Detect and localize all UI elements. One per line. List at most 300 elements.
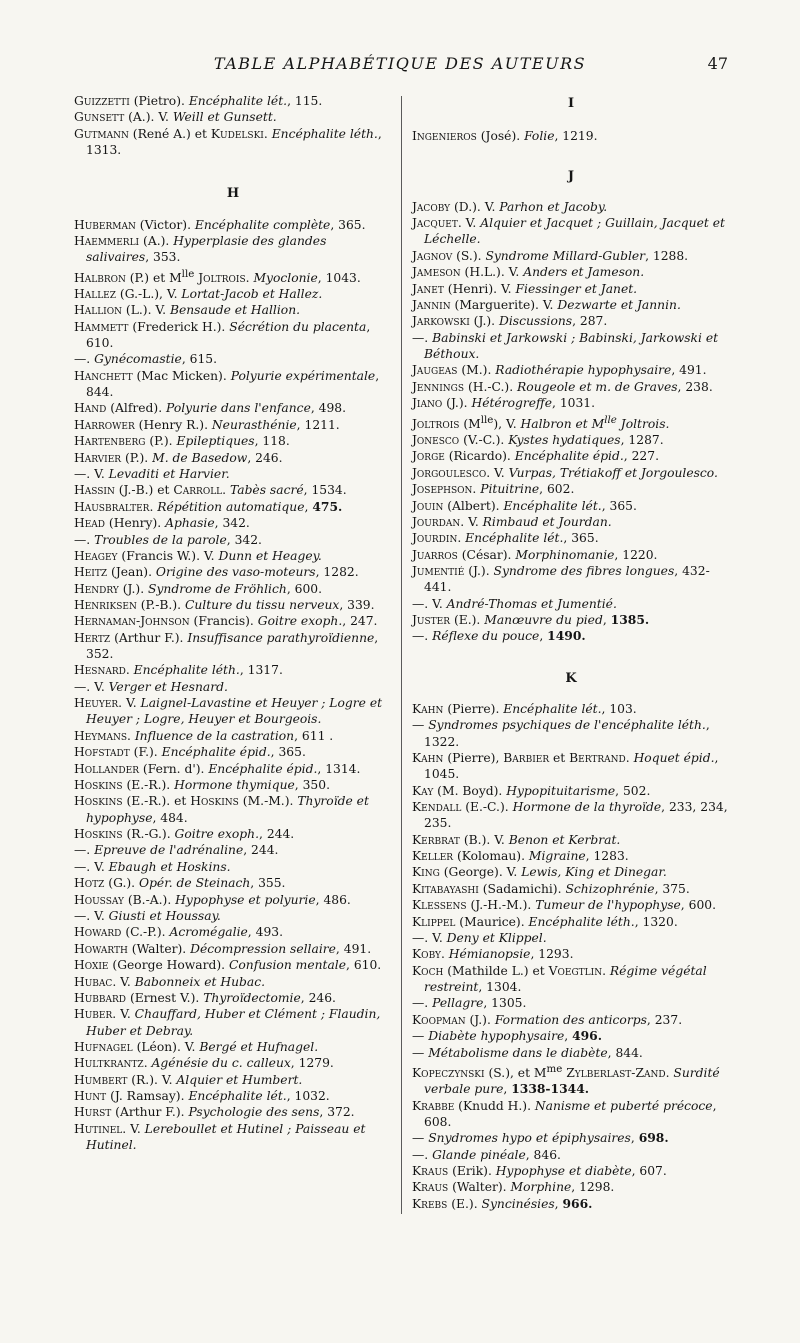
author-name: Klippel — [412, 914, 456, 929]
author-name: Jumentié — [412, 564, 465, 579]
author-name: Head — [74, 516, 106, 531]
work-title: Deny et Klippel. — [446, 930, 547, 945]
author-name: Hoskins — [74, 794, 123, 809]
page-ref: , 610. — [346, 958, 382, 973]
author-name: Klessens — [412, 898, 467, 913]
author-name: Jannin — [412, 297, 451, 312]
author-name: Heymans — [74, 728, 127, 743]
title-superscript: me — [546, 1062, 563, 1075]
page-ref: , 115. — [287, 94, 323, 108]
entry-text: (Albert). — [443, 498, 504, 513]
page-ref: , 432-441. — [424, 564, 710, 595]
author-name: Haemmerli — [74, 233, 140, 248]
index-entry — [74, 450, 392, 466]
index-entry — [412, 963, 730, 995]
page-ref: , 607. — [631, 1163, 667, 1178]
author-name: Jourdin — [412, 531, 458, 546]
work-title: Formation des anticorps — [494, 1012, 647, 1027]
page-ref: , — [564, 1029, 573, 1044]
author-name: Hesnard — [74, 663, 126, 678]
page-ref: , 491. — [671, 363, 707, 378]
entry-text: — — [412, 718, 429, 733]
page-ref-bold: 475. — [312, 498, 343, 514]
index-entry — [412, 717, 730, 749]
entry-text: . — [625, 751, 634, 766]
index-entry — [74, 793, 392, 825]
page-ref: , 287. — [572, 314, 608, 329]
page-ref: , 1288. — [645, 248, 689, 263]
work-title: Bergé et Hufnagel. — [199, 1039, 319, 1054]
entry-text: (P.) et M — [125, 270, 182, 285]
work-title: Répétition automatique — [157, 499, 305, 514]
i-entries — [412, 128, 730, 144]
author-name: Heagey — [74, 548, 118, 563]
page-ref: , 353. — [145, 250, 181, 265]
author-name: Hallez — [74, 287, 116, 302]
work-title: Encéphalite lét. — [465, 531, 564, 546]
index-entry — [412, 465, 730, 481]
index-entry — [412, 1130, 730, 1146]
index-entry — [74, 319, 392, 351]
index-entry — [412, 362, 730, 378]
work-title: Sécrétion du placenta — [229, 319, 367, 334]
index-entry — [412, 1098, 730, 1130]
author-name: Jaugeas — [412, 363, 458, 378]
section-letter-h: H — [226, 186, 240, 202]
entry-text: (George Howard). — [108, 958, 229, 973]
entry-text: (Pierre), — [443, 751, 504, 766]
entry-text: (Frederick H.). — [128, 319, 230, 334]
author-name: Keller — [412, 849, 454, 864]
coauthor-name: Joltrois — [194, 270, 246, 285]
page-ref: , 600. — [286, 581, 323, 596]
entry-text: (Maurice). — [455, 914, 529, 929]
entry-text: (M — [459, 416, 481, 431]
work-title: Encéphalite épid. — [161, 745, 271, 760]
author-name: Hunt — [74, 1089, 107, 1104]
work-title: Encéphalite léth. — [271, 126, 378, 141]
page-ref: , 610. — [86, 319, 371, 351]
author-name: Koopman — [412, 1012, 466, 1027]
page-ref: , — [630, 1131, 639, 1146]
index-entry — [74, 777, 392, 793]
author-name: Hartenberg — [74, 434, 146, 449]
page-ref: , 1314. — [317, 761, 361, 776]
work-title: Encéphalite complète — [194, 217, 331, 232]
author-name: Harrower — [74, 417, 135, 432]
author-name: Kopeczynski — [412, 1066, 485, 1081]
index-entry — [412, 914, 730, 930]
page-ref-bold: 496. — [572, 1028, 603, 1044]
page-ref: , 118. — [254, 434, 290, 449]
entry-text: (Francis W.). V. — [117, 548, 219, 563]
index-entry — [74, 351, 392, 367]
work-title: Epreuve de l'adrénaline — [94, 843, 244, 858]
page-ref: , 238. — [677, 379, 713, 394]
index-entry — [74, 499, 392, 515]
work-title: Psychologie des sens — [188, 1105, 320, 1120]
coauthor-name: Carroll — [173, 483, 223, 498]
entry-text: (V.-C.). — [459, 432, 509, 447]
page-ref: , 615. — [181, 352, 218, 367]
work-title: Diabète hypophysaire — [428, 1029, 565, 1044]
work-title: Discussions — [498, 314, 573, 329]
author-name: Humbert — [74, 1072, 128, 1087]
author-name: Hoskins — [74, 827, 123, 841]
author-name: Hanchett — [74, 368, 133, 383]
page-ref: , 372. — [319, 1105, 355, 1120]
work-title: Weill et Gunsett. — [172, 110, 277, 125]
work-title: Hétérogreffe — [471, 396, 552, 411]
index-entry — [412, 547, 730, 563]
entry-text: (Henry). — [105, 516, 166, 531]
index-entry — [412, 128, 730, 144]
page-ref: , 1293. — [530, 947, 574, 962]
entry-text: —. — [412, 629, 433, 644]
entry-text: —. V. — [74, 908, 109, 923]
entry-text: . V. — [486, 465, 509, 480]
index-entry — [412, 379, 730, 395]
work-title: Rougeole et m. de Graves — [517, 379, 678, 394]
entry-text: — — [412, 1045, 429, 1060]
index-entry — [74, 466, 392, 482]
work-title: M. de Basedow — [152, 450, 248, 465]
page-ref: , 1282. — [315, 565, 359, 580]
entry-text: (J.-B.) et — [114, 483, 174, 498]
author-name: Juarros — [412, 547, 458, 562]
index-entry — [74, 892, 392, 908]
work-title: Dezwarte et Jannin. — [557, 297, 681, 312]
index-entry — [412, 1061, 730, 1098]
entry-text: —. V. — [412, 930, 447, 945]
section-letter-k: K — [565, 670, 577, 686]
index-entry — [412, 1028, 730, 1044]
work-title: Lortat-Jacob et Hallez. — [181, 287, 323, 302]
entry-text: (S.), et M — [484, 1066, 547, 1081]
section-letter-j: J — [567, 168, 575, 184]
entry-text: (H.L.). V. — [460, 265, 524, 280]
author-name: Huberman — [74, 217, 136, 232]
work-title: Encéphalite lét. — [503, 702, 602, 717]
work-title: Folie — [524, 129, 555, 144]
page-ref: , 342. — [214, 516, 250, 531]
index-entry — [412, 930, 730, 946]
work-title: Encéphalite lét. — [503, 498, 602, 513]
entry-text: (E.). — [450, 613, 485, 628]
entry-text: (G.-L.), V. — [116, 287, 182, 302]
page-ref: , 247. — [342, 614, 378, 629]
entry-text: (Mac Micken). — [132, 368, 231, 383]
entry-text: (J.). — [469, 314, 499, 329]
author-name: Hendry — [74, 581, 119, 596]
author-name: Huber — [74, 1007, 113, 1022]
coauthor-name: Voegtlin — [548, 963, 603, 978]
entry-text: (J. Ramsay). — [106, 1089, 189, 1104]
index-entry — [412, 563, 730, 595]
index-entry — [412, 881, 730, 897]
entry-text: (Sadamichi). — [478, 881, 566, 896]
index-entry — [74, 1104, 392, 1120]
work-title: Migraine — [528, 849, 586, 864]
entry-text: (L.). V. — [122, 303, 170, 318]
work-title: Pituitrine — [480, 482, 540, 497]
index-entry — [74, 233, 392, 265]
author-name: Hammett — [74, 319, 129, 334]
author-name: Kahn — [412, 751, 444, 766]
page-ref: , 233, 234, 235. — [424, 800, 728, 831]
index-entry — [74, 957, 392, 973]
entry-text: (M.-M.). — [238, 794, 298, 809]
work-title: Anders et Jameson. — [523, 265, 645, 280]
work-title: Morphinomanie — [515, 547, 615, 562]
work-title: Chauffard, Huber et Clément ; Flaudin, Huber et Debray. — [86, 1007, 381, 1038]
author-name: Howarth — [74, 941, 128, 956]
author-name: Joltrois — [412, 416, 460, 431]
author-name: Kraus — [412, 1163, 449, 1178]
index-entry — [74, 368, 392, 400]
index-entry — [412, 313, 730, 329]
work-title: Thyroïde et hypophyse — [86, 794, 369, 825]
page-ref: , 342. — [226, 532, 262, 547]
index-entry — [412, 783, 730, 799]
index-entry — [412, 412, 730, 432]
index-entry — [74, 286, 392, 302]
work-title: Hypophyse et diabète — [495, 1163, 632, 1178]
index-entry — [412, 1179, 730, 1195]
entry-text: (J.). — [442, 396, 472, 411]
work-title: Schizophrénie — [565, 881, 655, 896]
entry-text: . V. — [460, 514, 483, 529]
index-entry — [412, 432, 730, 448]
spacer — [74, 158, 392, 186]
index-entry — [74, 93, 392, 109]
entry-text: et — [549, 751, 570, 766]
author-name: Hollander — [74, 761, 139, 776]
index-entry — [74, 679, 392, 695]
index-entry — [74, 744, 392, 760]
entry-text: (D.). V. — [450, 199, 500, 214]
work-title: Syndromes psychiques de l'encéphalite léth. — [428, 718, 706, 733]
entry-text: . V. — [112, 974, 135, 989]
work-title: Giusti et Houssay. — [108, 908, 221, 923]
page-ref-bold: 1490. — [547, 628, 586, 644]
index-entry — [74, 126, 392, 158]
index-entry — [74, 1121, 392, 1153]
page-ref: , 365. — [563, 531, 599, 546]
author-name: Hurst — [74, 1105, 112, 1120]
work-title: Morphine — [510, 1180, 572, 1195]
author-name: Hubac — [74, 974, 113, 989]
author-name: Hutinel — [74, 1121, 123, 1136]
work-title: Encéphalite léth. — [528, 914, 635, 929]
entry-text: (P.-B.). — [136, 598, 185, 613]
work-title: Hyperplasie des glandes salivaires — [86, 233, 327, 265]
entry-text: . — [440, 947, 449, 962]
left-column — [74, 93, 392, 1153]
title-superscript: lle — [480, 413, 494, 426]
entry-text: —. V. — [74, 679, 109, 694]
author-name: Jorge — [412, 449, 445, 464]
author-name: Halbron — [74, 270, 126, 285]
page-ref: , 1211. — [296, 417, 340, 432]
page-ref: , 1045. — [424, 751, 719, 782]
work-title: Lereboullet et Hutinel ; Paisseau et Hutinel. — [86, 1121, 366, 1153]
spacer — [412, 145, 730, 169]
author-name: Jarkowski — [412, 314, 470, 329]
author-name: Ingenieros — [412, 129, 477, 144]
author-name: Hubbard — [74, 990, 127, 1005]
page-ref: , — [304, 499, 313, 514]
author-name: Krabbe — [412, 1098, 455, 1113]
work-title: Myoclonie — [253, 270, 318, 285]
page-ref: , 1304. — [478, 979, 522, 994]
page-ref: , 1279. — [290, 1056, 334, 1071]
author-name: Kendall — [412, 800, 462, 815]
page-ref: , 237. — [646, 1012, 683, 1027]
author-name: Hertz — [74, 630, 111, 645]
index-entry — [412, 701, 730, 717]
work-title: Hypopituitarisme — [506, 783, 616, 798]
index-entry — [412, 264, 730, 280]
entry-text: (Léon). V. — [132, 1039, 200, 1054]
index-entry — [412, 248, 730, 264]
entry-text: (Victor). — [135, 217, 195, 232]
index-entry — [74, 515, 392, 531]
work-title: Décompression sellaire — [190, 941, 336, 956]
entry-text: ), V. — [493, 416, 521, 431]
work-title: Neurasthénie — [211, 417, 297, 432]
index-entry — [412, 1147, 730, 1163]
index-entry — [74, 990, 392, 1006]
work-title: Polyurie expérimentale — [230, 368, 376, 383]
work-title: Joltrois. — [616, 416, 670, 431]
work-title: Kystes hydatiques — [508, 432, 621, 447]
work-title: Encéphalite épid. — [208, 761, 318, 776]
page-ref: , 1220. — [614, 547, 658, 562]
index-entry — [74, 1006, 392, 1038]
work-title: Tumeur de l'hypophyse — [535, 898, 681, 913]
page-ref-bold: 1338-1344. — [511, 1081, 590, 1097]
entry-text: (M.). — [457, 363, 496, 378]
work-title: Halbron et M — [520, 416, 605, 431]
page-ref: , 498. — [310, 401, 347, 416]
work-title: Goitre exoph. — [174, 827, 260, 841]
work-title: Gynécomastie — [94, 352, 182, 367]
entry-text: . — [125, 663, 134, 678]
title-superscript: lle — [181, 267, 195, 280]
coauthor-name: Hoskins — [190, 794, 239, 809]
author-name: Hotz — [74, 876, 105, 891]
index-entry — [74, 875, 392, 891]
work-title: Encéphalite léth. — [133, 663, 240, 678]
page-ref: , 1032. — [286, 1089, 330, 1104]
index-entry — [412, 481, 730, 497]
page-ref: , 103. — [601, 702, 637, 717]
index-entry — [74, 1088, 392, 1104]
title-superscript: lle — [604, 413, 617, 426]
coauthor-name: Barbier — [503, 751, 550, 766]
index-entry — [74, 1039, 392, 1055]
entry-text: (Henri). V. — [443, 281, 516, 296]
page-ref: , 355. — [250, 876, 286, 891]
author-name: Harvier — [74, 450, 122, 465]
entry-text: (José). — [476, 129, 525, 144]
author-name: Koch — [412, 963, 444, 978]
work-title: Epileptiques — [176, 434, 255, 449]
work-title: Culture du tissu nerveux — [184, 598, 340, 613]
coauthor-name: Bertrand — [569, 751, 626, 766]
entry-text: . V. — [457, 216, 481, 231]
entry-text: . — [127, 728, 135, 743]
work-title: Parhon et Jacoby. — [499, 199, 608, 214]
entry-text: (J.). — [464, 564, 494, 579]
author-name: Howard — [74, 925, 122, 940]
page-ref: , 227. — [623, 449, 659, 464]
work-title: Régime végétal restreint — [424, 963, 707, 994]
index-entry — [412, 612, 730, 628]
entry-text: (B.). V. — [459, 832, 509, 847]
entry-text: (B.-A.). — [123, 892, 176, 907]
index-entry — [412, 199, 730, 215]
page-ref: , 246. — [247, 450, 283, 465]
entry-text: (J.-H.-M.). — [466, 898, 536, 913]
index-entry — [74, 974, 392, 990]
work-title: Syndrome des fibres longues — [493, 564, 675, 579]
index-entry — [412, 330, 730, 362]
index-entry — [412, 832, 730, 848]
author-name: Josephson — [412, 482, 473, 497]
k-entries — [412, 701, 730, 1212]
page-ref: , 1031. — [552, 396, 596, 411]
author-name: Kitabayashi — [412, 881, 479, 896]
entry-text: (Pierre). — [443, 702, 504, 717]
author-name: Hassin — [74, 483, 115, 498]
work-title: Vurpas, Trétiakoff et Jorgoulesco. — [508, 465, 718, 480]
author-name: Jagnov — [412, 248, 453, 263]
page-ref: , 244. — [243, 843, 279, 858]
entry-text: (Knudd H.). — [454, 1098, 535, 1113]
index-entry — [412, 1163, 730, 1179]
index-entry — [74, 924, 392, 940]
author-name: Hofstadt — [74, 745, 130, 760]
entry-text: — — [412, 1131, 429, 1146]
work-title: Ebaugh et Hoskins. — [108, 859, 231, 874]
index-entry — [412, 297, 730, 313]
entry-text: (Ricardo). — [444, 449, 515, 464]
entry-text: —. — [74, 352, 95, 367]
work-title: Snydromes hypo et épiphysaires — [428, 1131, 631, 1146]
work-title: Verger et Hesnard. — [108, 679, 228, 694]
index-entry — [74, 613, 392, 629]
page-ref: , 1283. — [585, 849, 629, 864]
author-name: Hausbralter — [74, 499, 150, 514]
author-name: Hallion — [74, 303, 122, 318]
work-title: Manœuvre du pied — [484, 613, 603, 628]
entry-text: (Arthur F.). — [110, 630, 188, 645]
g-entries — [74, 93, 392, 158]
section-letter-i: I — [567, 96, 575, 111]
entry-text: (Kolomau). — [453, 849, 529, 864]
page-ref: , 846. — [525, 1147, 561, 1162]
index-entry — [74, 564, 392, 580]
page-ref: , 1043. — [317, 270, 361, 285]
page-ref-bold: 698. — [638, 1130, 669, 1146]
entry-text: . — [143, 1056, 152, 1071]
author-name: Janet — [412, 281, 444, 296]
entry-text: . — [263, 126, 272, 141]
entry-text: — — [412, 1029, 429, 1044]
entry-text: (A.). V. — [124, 110, 173, 125]
